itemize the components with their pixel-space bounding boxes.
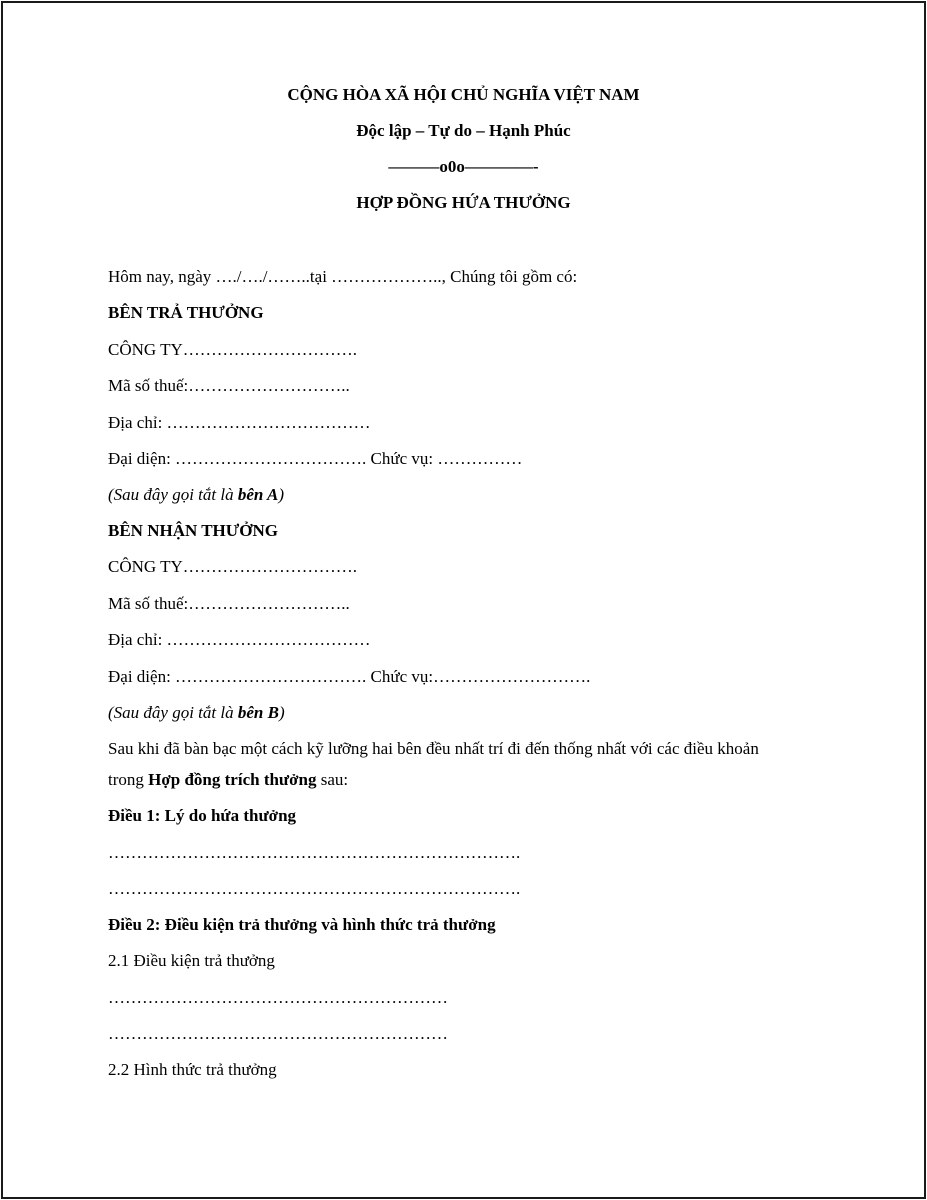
contract-name: Hợp đồng trích thưởng	[148, 770, 317, 789]
party-a-address: Địa chỉ: ………………………………	[108, 413, 371, 432]
party-a-alias-suffix: )	[278, 485, 284, 504]
party-b-heading: BÊN NHẬN THƯỞNG	[108, 521, 279, 540]
country-name: CỘNG HÒA XÃ HỘI CHỦ NGHĨA VIỆT NAM	[287, 85, 640, 104]
party-a-representative: Đại diện: ……………………………. Chức vụ: ……………	[108, 449, 523, 468]
intro-line: Hôm nay, ngày …./…./……..tại ……………….., Chúng tôi gồm có:	[108, 267, 578, 286]
party-a-company: CÔNG TY………………………….	[108, 340, 358, 359]
article-1-blank-1: ……………………………………………………………….	[108, 843, 521, 862]
party-a-alias-prefix: (Sau đây gọi tắt là	[108, 485, 238, 504]
national-motto: Độc lập – Tự do – Hạnh Phúc	[356, 121, 571, 140]
party-b-alias-name: bên B	[237, 703, 279, 722]
party-a-tax-code: Mã số thuế:………………………..	[108, 376, 350, 395]
party-b-representative: Đại diện: ……………………………. Chức vụ:……………………….	[108, 667, 591, 686]
article-2-heading: Điều 2: Điều kiện trả thưởng và hình thức trả thưởng	[108, 915, 496, 934]
article-2-sub-1: 2.1 Điều kiện trả thưởng	[108, 951, 275, 970]
header-divider: ———o0o————-	[388, 157, 539, 176]
article-2-blank-1: ……………………………………………………	[108, 988, 448, 1007]
agreement-line-2	[108, 770, 348, 790]
article-2-sub-2: 2.2 Hình thức trả thưởng	[108, 1060, 277, 1079]
party-b-alias-prefix: (Sau đây gọi tắt là	[108, 703, 238, 722]
article-2-blank-2: ……………………………………………………	[108, 1024, 448, 1043]
agreement-line-2-suffix: sau:	[316, 770, 349, 789]
agreement-line-2-prefix: trong	[108, 770, 149, 789]
document-title: HỢP ĐỒNG HỨA THƯỞNG	[356, 193, 571, 212]
party-b-address: Địa chỉ: ………………………………	[108, 630, 371, 649]
party-a-heading: BÊN TRẢ THƯỞNG	[108, 303, 264, 322]
party-b-alias-suffix: )	[278, 703, 285, 722]
party-a-alias	[108, 485, 284, 505]
party-b-company: CÔNG TY………………………….	[108, 557, 358, 576]
article-1-blank-2: ……………………………………………………………….	[108, 879, 521, 898]
party-b-tax-code: Mã số thuế:………………………..	[108, 594, 350, 613]
agreement-line-1: Sau khi đã bàn bạc một cách kỹ lưỡng hai bên đều nhất trí đi đến thống nhất với các điều khoản	[108, 739, 759, 758]
party-b-alias	[108, 703, 285, 723]
article-1-heading: Điều 1: Lý do hứa thưởng	[108, 806, 297, 825]
party-a-alias-name: bên A	[237, 485, 279, 504]
